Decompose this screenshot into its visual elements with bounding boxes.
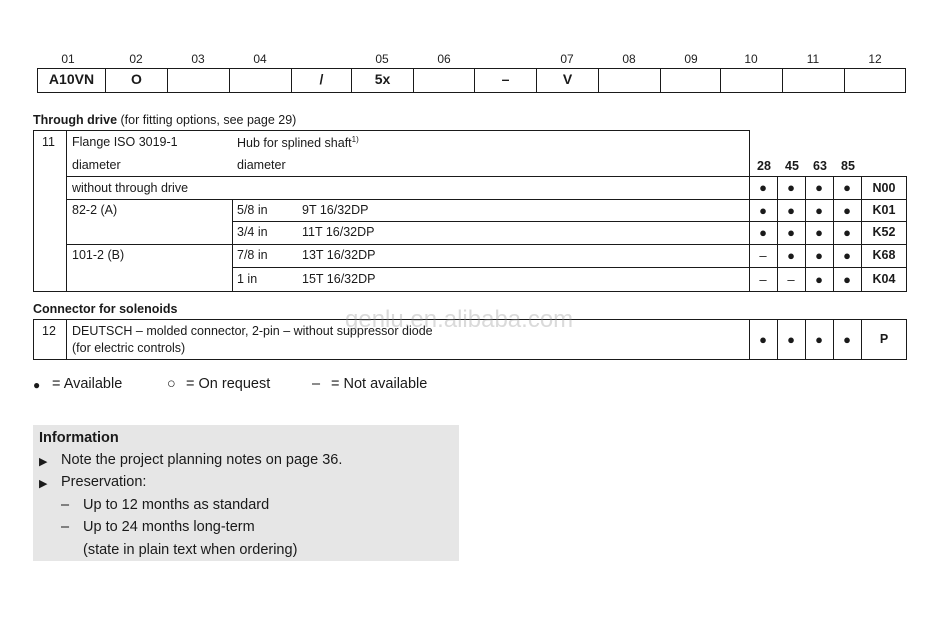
footnote-mark: 1) xyxy=(351,135,359,144)
spline-cell: 9T 16/32DP xyxy=(302,203,369,217)
availability-mark: ● xyxy=(787,225,795,240)
code-cell xyxy=(229,68,292,93)
flange-cell: without through drive xyxy=(72,181,189,195)
code-cell: O xyxy=(105,68,168,93)
availability-mark: ● xyxy=(843,225,851,240)
hub-cell: 7/8 in xyxy=(237,248,268,262)
hub-header xyxy=(237,135,359,150)
heading-note: (for fitting options, see page 29) xyxy=(120,113,297,127)
availability-mark: ● xyxy=(815,203,823,218)
code-cell xyxy=(844,68,906,93)
request-text: = On request xyxy=(186,376,271,392)
availability-mark: ● xyxy=(843,180,851,195)
not-available-symbol: – xyxy=(312,376,321,392)
flange-header: Flange ISO 3019-1 xyxy=(72,135,178,149)
spline-cell: 15T 16/32DP xyxy=(302,272,376,286)
code-cell: – xyxy=(474,68,537,93)
position-number: 11 xyxy=(806,52,820,66)
availability-mark: ● xyxy=(843,332,851,347)
info-subitem: Up to 24 months long-term xyxy=(83,519,255,535)
availability-mark: ● xyxy=(815,180,823,195)
position-number: 05 xyxy=(375,52,389,66)
availability-mark: ● xyxy=(843,203,851,218)
availability-mark: ● xyxy=(759,332,767,347)
info-item: Note the project planning notes on page 36. xyxy=(61,452,343,468)
availability-mark: ● xyxy=(815,272,823,287)
order-code: K52 xyxy=(872,225,896,239)
connector-note: (for electric controls) xyxy=(72,341,186,355)
order-code: K04 xyxy=(872,272,896,286)
availability-mark: ● xyxy=(815,332,823,347)
not-available-text: = Not available xyxy=(331,376,428,392)
hub-cell: 5/8 in xyxy=(237,203,268,217)
position-number: 01 xyxy=(61,52,75,66)
flange-cell: 82-2 (A) xyxy=(72,203,118,217)
through-drive-heading xyxy=(33,113,296,127)
position-number: 06 xyxy=(437,52,451,66)
size-header: 63 xyxy=(813,159,827,173)
hub-header-text: Hub for splined shaft xyxy=(237,136,352,151)
availability-mark: – xyxy=(759,248,767,263)
connector-heading: Connector for solenoids xyxy=(33,302,178,316)
availability-mark: – xyxy=(759,272,767,287)
position-number: 12 xyxy=(868,52,882,66)
availability-mark: – xyxy=(787,272,795,287)
code-cell: A10VN xyxy=(37,68,106,93)
order-code: P xyxy=(879,332,889,346)
code-cell xyxy=(598,68,661,93)
availability-mark: ● xyxy=(787,180,795,195)
info-subitem: Up to 12 months as standard xyxy=(83,497,270,513)
availability-mark: ● xyxy=(759,180,767,195)
size-header: 85 xyxy=(841,159,855,173)
availability-mark: ● xyxy=(787,248,795,263)
bullet-icon: ▶ xyxy=(39,456,48,468)
spline-cell: 11T 16/32DP xyxy=(302,225,375,239)
availability-mark: ● xyxy=(759,203,767,218)
availability-mark: ● xyxy=(759,225,767,240)
size-header: 28 xyxy=(757,159,771,173)
info-item: Preservation: xyxy=(61,474,147,490)
position-number: 07 xyxy=(560,52,574,66)
position-number: 10 xyxy=(744,52,758,66)
hub-cell: 3/4 in xyxy=(237,225,268,239)
size-header: 45 xyxy=(785,159,799,173)
availability-mark: ● xyxy=(787,203,795,218)
hub-cell: 1 in xyxy=(237,272,258,286)
info-subitem-continuation: (state in plain text when ordering) xyxy=(83,542,298,558)
code-cell: 5x xyxy=(351,68,414,93)
heading-bold: Through drive xyxy=(33,113,118,127)
available-symbol: ● xyxy=(33,378,41,392)
availability-mark: ● xyxy=(787,332,795,347)
position-number: 03 xyxy=(191,52,205,66)
availability-mark: ● xyxy=(815,248,823,263)
watermark: genlu.en.alibaba.com xyxy=(345,306,574,333)
position-number: 08 xyxy=(622,52,636,66)
hub-diameter-header: diameter xyxy=(237,158,286,172)
availability-mark: ● xyxy=(843,248,851,263)
flange-cell: 101-2 (B) xyxy=(72,248,125,262)
request-symbol: ○ xyxy=(167,376,176,392)
availability-mark: ● xyxy=(815,225,823,240)
code-cell: / xyxy=(291,68,352,93)
available-text: = Available xyxy=(52,376,123,392)
code-cell xyxy=(720,68,783,93)
flange-diameter-header: diameter xyxy=(72,158,121,172)
position-number: 04 xyxy=(253,52,267,66)
code-cell xyxy=(782,68,845,93)
dash-icon: – xyxy=(61,497,70,513)
code-cell xyxy=(167,68,230,93)
connector-description: DEUTSCH – molded connector, 2-pin – without suppressor diode xyxy=(72,324,433,338)
position-label: 11 xyxy=(42,135,55,149)
information-title: Information xyxy=(39,430,119,446)
code-cell xyxy=(413,68,475,93)
bullet-icon: ▶ xyxy=(39,478,48,490)
position-label: 12 xyxy=(42,324,56,338)
order-code: N00 xyxy=(872,181,896,195)
position-number: 09 xyxy=(684,52,698,66)
code-cell xyxy=(660,68,721,93)
position-number: 02 xyxy=(129,52,143,66)
order-code: K01 xyxy=(872,203,896,217)
availability-mark: ● xyxy=(843,272,851,287)
code-cell: V xyxy=(536,68,599,93)
dash-icon: – xyxy=(61,519,70,535)
order-code: K68 xyxy=(872,248,896,262)
spline-cell: 13T 16/32DP xyxy=(302,248,376,262)
